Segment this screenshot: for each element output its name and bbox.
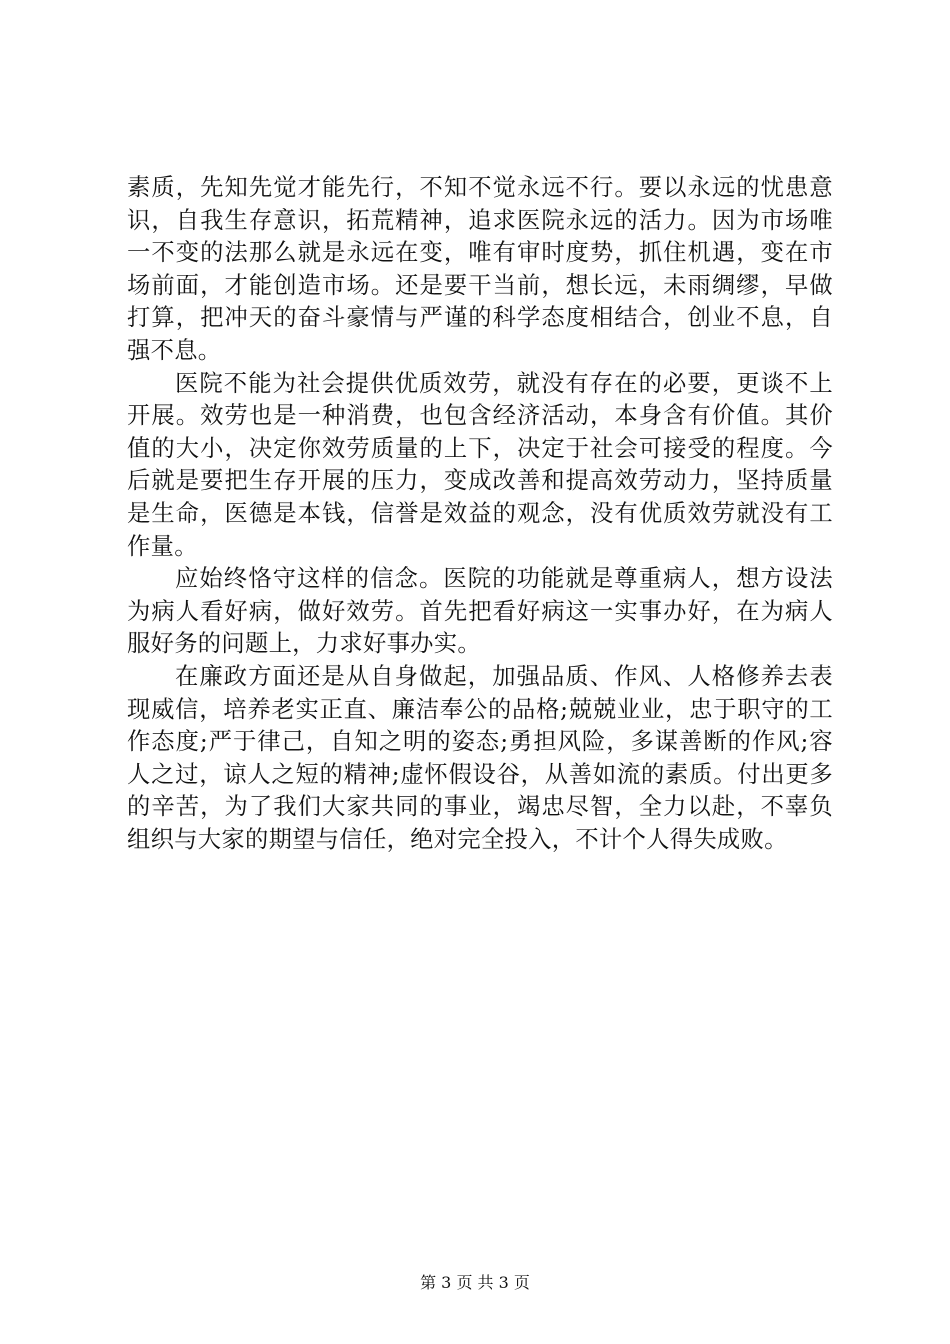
document-body xyxy=(127,172,833,856)
paragraph-3: 应始终恪守这样的信念。医院的功能就是尊重病人，想方设法为病人看好病，做好效劳。首先把看好病这一实事办好，在为病人服好务的问题上，力求好事办实。 xyxy=(127,565,833,658)
paragraph-1: 素质，先知先觉才能先行，不知不觉永远不行。要以永远的忧患意识，自我生存意识，拓荒精神，追求医院永远的活力。因为市场唯一不变的法那么就是永远在变，唯有审时度势，抓住机遇，变在市场前面，才能创造市场。还是要干当前，想长远，未雨绸缪，早做打算，把冲天的奋斗豪情与严谨的科学态度相结合，创业不息，自强不息。 xyxy=(127,174,833,364)
paragraph-4: 在廉政方面还是从自身做起，加强品质、作风、人格修养去表现威信，培养老实正直、廉洁奉公的品格;兢兢业业，忠于职守的工作态度;严于律己，自知之明的姿态;勇担风险，多谋善断的作风;容人之过，谅人之短的精神;虚怀假设谷，从善如流的素质。付出更多的辛苦，为了我们大家共同的事业，竭忠尽智，全力以赴，不辜负组织与大家的期望与信任，绝对完全投入，不计个人得失成败。 xyxy=(127,662,833,853)
page-number-footer: 第 3 页 共 3 页 xyxy=(420,1273,530,1292)
paragraph-2: 医院不能为社会提供优质效劳，就没有存在的必要，更谈不上开展。效劳也是一种消费，也包含经济活动，本身含有价值。其价值的大小，决定你效劳质量的上下，决定于社会可接受的程度。今后就是要把生存开展的压力，变成改善和提高效劳动力，坚持质量是生命，医德是本钱，信誉是效益的观念，没有优质效劳就没有工作量。 xyxy=(127,369,833,560)
